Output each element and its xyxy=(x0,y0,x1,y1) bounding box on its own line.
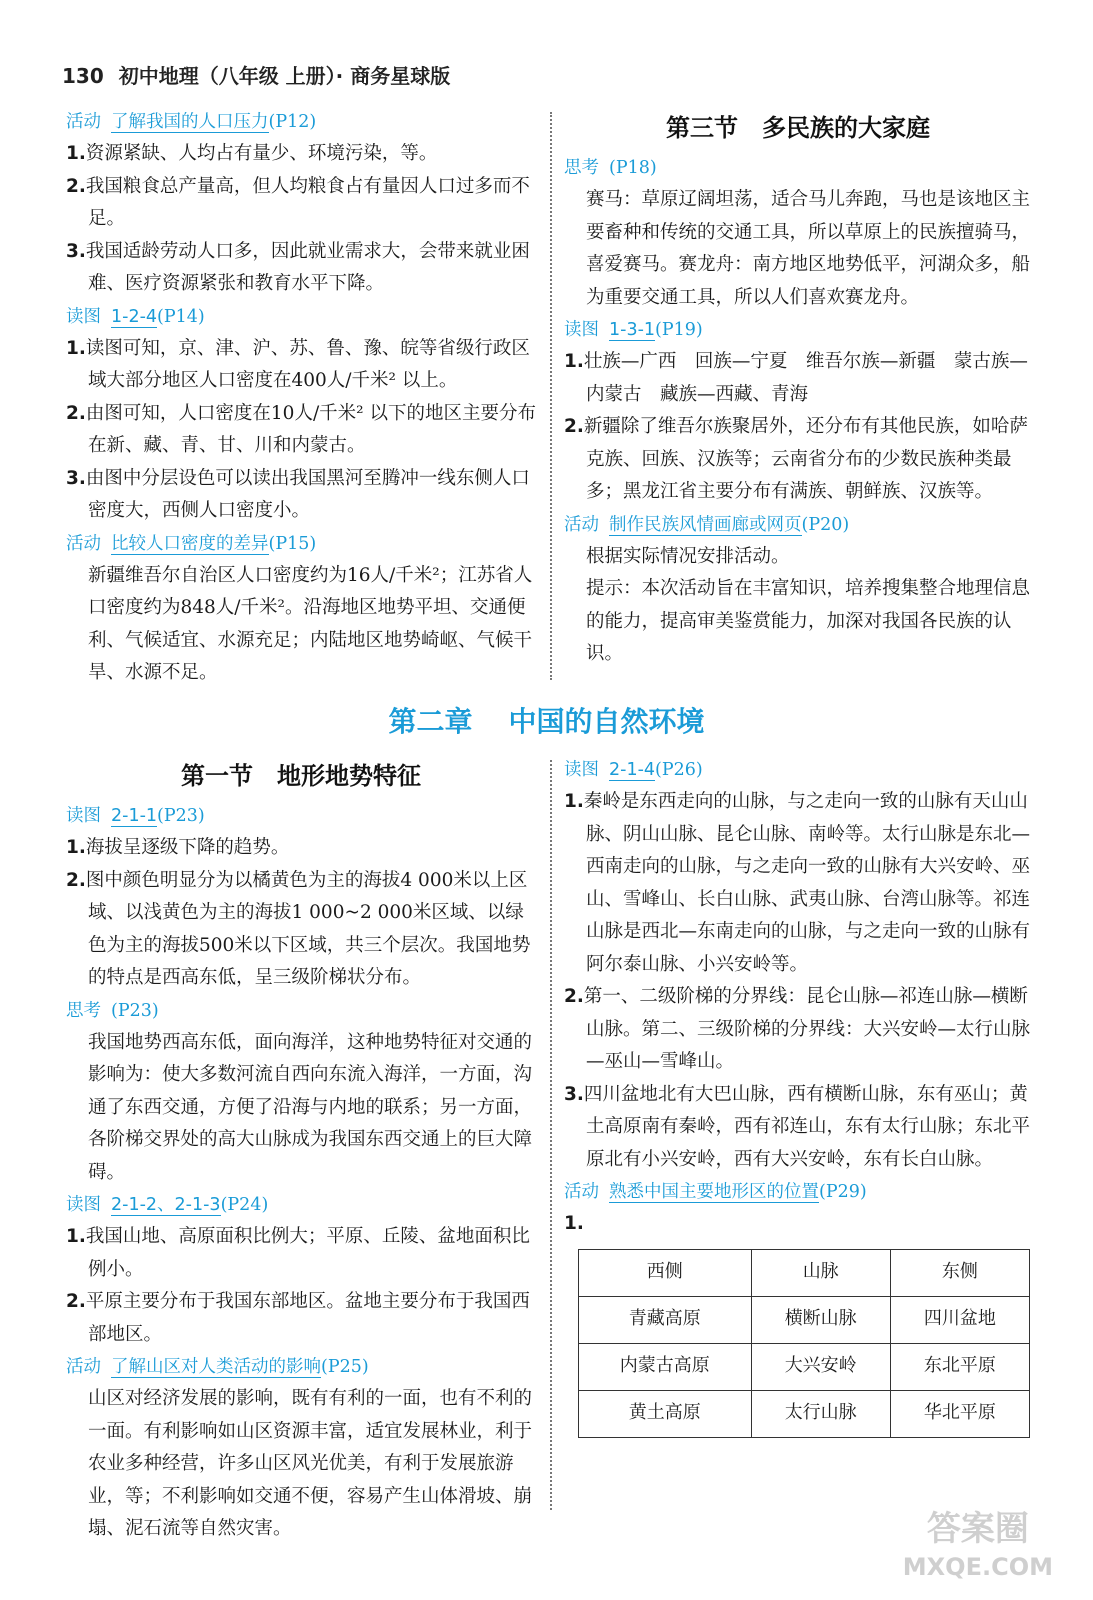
page-header xyxy=(62,60,450,89)
answer-text: 我国适龄劳动人口多，因此就业需求大，会带来就业困难、医疗资源紧张和教育水平下降。 xyxy=(85,240,530,294)
answer-number: 1. xyxy=(564,1213,584,1234)
numbered-answer xyxy=(66,171,536,236)
table-cell: 横断山脉 xyxy=(751,1296,890,1343)
heading-title: 制作民族风情画廊或网页 xyxy=(609,514,802,535)
heading-tag: 读图 xyxy=(66,1195,101,1215)
heading-page-ref: (P18) xyxy=(609,158,657,178)
heading-tag: 活动 xyxy=(66,112,101,132)
paragraph: 我国地势西高东低，面向海洋，这种地势特征对交通的影响为：使大多数河流自西向东流入海洋，一方面，沟通了东西交通，方便了沿海与内地的联系；另一方面，各阶梯交界处的高大山脉成为我国东西交通上的巨大障碍。 xyxy=(88,1031,533,1183)
numbered-answer xyxy=(564,786,1032,981)
table-row xyxy=(579,1296,1030,1343)
heading-tag: 读图 xyxy=(564,320,599,340)
heading-title: 熟悉中国主要地形区的位置 xyxy=(609,1182,819,1202)
answer-number: 2. xyxy=(564,986,584,1007)
numbered-answer xyxy=(66,398,536,463)
heading-title: 2-1-2、2-1-3 xyxy=(111,1195,221,1215)
heading-title: 1-2-4 xyxy=(111,306,158,327)
table-cell: 内蒙古高原 xyxy=(579,1343,752,1390)
book-title: 初中地理（八年级 上册）· 商务星球版 xyxy=(118,64,451,88)
paragraph: 山区对经济发展的影响，既有有利的一面，也有不利的一面。有利影响如山区资源丰富，适宜发展林业，利于农业多种经营，许多山区风光优美，有利于发展旅游业，等；不利影响如交通不便，容易产生山体滑坡、崩塌、泥石流等自然灾害。 xyxy=(88,1388,533,1539)
heading-tag: 活动 xyxy=(66,533,101,554)
answer-text: 壮族—广西 回族—宁夏 维吾尔族—新疆 蒙古族—内蒙古 藏族—西藏、青海 xyxy=(583,351,1028,405)
answer-number: 1. xyxy=(66,337,86,359)
heading-title: 了解山区对人类活动的影响 xyxy=(111,1357,321,1377)
heading-title: 2-1-1 xyxy=(111,806,158,826)
heading-page-ref: (P25) xyxy=(321,1357,369,1377)
section-heading xyxy=(66,301,536,333)
numbered-answer xyxy=(66,138,536,171)
heading-page-ref: (P14) xyxy=(157,306,205,327)
answer-number: 1. xyxy=(66,1226,86,1247)
section-heading xyxy=(564,509,1032,541)
numbered-answer xyxy=(66,333,536,398)
table-header-cell: 西侧 xyxy=(579,1249,752,1296)
answer-text: 由图可知，人口密度在10人/千米² 以下的地区主要分布在新、藏、青、甘、川和内蒙古。 xyxy=(85,402,536,456)
numbered-answer xyxy=(66,236,536,301)
chapter-title xyxy=(0,700,1093,744)
watermark-url: MXQE.COM xyxy=(902,1553,1053,1581)
answer-number: 2. xyxy=(66,402,86,424)
answer-number: 3. xyxy=(66,467,86,489)
heading-page-ref: (P29) xyxy=(819,1182,867,1202)
section-heading xyxy=(564,152,1032,184)
numbered-answer xyxy=(66,463,536,528)
answer-text: 图中颜色明显分为以橘黄色为主的海拔4 000米以上区域、以浅黄色为主的海拔1 000~2 000米区域、以绿色为主的海拔500米以下区域，共三个层次。我国地势的特点是西高东低，呈三级阶梯状分布。 xyxy=(85,869,531,988)
table-cell: 太行山脉 xyxy=(751,1390,890,1437)
left-bottom-column xyxy=(66,752,536,1546)
answer-text: 四川盆地北有大巴山脉，西有横断山脉，东有巫山；黄土高原南有秦岭，西有祁连山，东有太行山脉；东北平原北有小兴安岭，西有大兴安岭，东有长白山脉。 xyxy=(583,1083,1031,1170)
heading-tag: 活动 xyxy=(564,514,599,535)
answer-number: 1. xyxy=(564,791,584,812)
heading-tag: 读图 xyxy=(66,806,101,826)
heading-title: 比较人口密度的差异 xyxy=(111,533,269,554)
section-title: 第三节 多民族的大家庭 xyxy=(666,114,930,142)
answer-text: 第一、二级阶梯的分界线：昆仑山脉—祁连山脉—横断山脉。第二、三级阶梯的分界线：大兴安岭—太行山脉—巫山—雪峰山。 xyxy=(583,986,1031,1072)
section-heading xyxy=(564,1176,1032,1208)
table-row xyxy=(579,1390,1030,1437)
answer-number: 1. xyxy=(564,351,584,372)
table-cell: 华北平原 xyxy=(890,1390,1029,1437)
section-heading xyxy=(66,106,536,138)
table-header-cell: 东侧 xyxy=(890,1249,1029,1296)
numbered-answer xyxy=(564,346,1032,411)
table-cell: 四川盆地 xyxy=(890,1296,1029,1343)
paragraph: 根据实际情况安排活动。 xyxy=(586,545,790,567)
section-title: 第一节 地形地势特征 xyxy=(181,762,421,790)
answer-number: 2. xyxy=(66,1291,86,1312)
heading-title: 2-1-4 xyxy=(609,760,656,780)
heading-title: 1-3-1 xyxy=(609,320,656,340)
table-cell: 青藏高原 xyxy=(579,1296,752,1343)
column-divider-bottom xyxy=(550,760,552,1510)
heading-tag: 思考 xyxy=(66,1000,101,1021)
heading-page-ref: (P19) xyxy=(655,320,703,340)
answer-text: 我国山地、高原面积比例大；平原、丘陵、盆地面积比例小。 xyxy=(85,1226,530,1280)
section-heading xyxy=(66,1351,536,1383)
answer-number: 2. xyxy=(66,869,86,891)
answer-text: 资源紧缺、人均占有量少、环境污染，等。 xyxy=(85,143,438,164)
answer-text: 海拔呈逐级下降的趋势。 xyxy=(85,837,290,858)
page-number: 130 xyxy=(62,64,104,88)
heading-page-ref: (P20) xyxy=(801,514,850,535)
heading-tag: 思考 xyxy=(564,158,599,178)
numbered-answer xyxy=(564,411,1032,509)
heading-title: 了解我国的人口压力 xyxy=(111,112,269,132)
answer-number: 3. xyxy=(66,240,86,262)
answer-number: 1. xyxy=(66,837,86,858)
heading-page-ref: (P15) xyxy=(268,533,317,554)
paragraph: 新疆维吾尔自治区人口密度约为16人/千米²；江苏省人口密度约为848人/千米²。沿海地区地势平坦、交通便利、气候适宜、水源充足；内陆地区地势崎岖、气候干旱、水源不足。 xyxy=(88,564,533,683)
right-top-column xyxy=(564,104,1032,671)
table-cell: 大兴安岭 xyxy=(751,1343,890,1390)
paragraph: 赛马：草原辽阔坦荡，适合马儿奔跑，马也是该地区主要畜种和传统的交通工具，所以草原上的民族擅骑马，喜爱赛马。赛龙舟：南方地区地势低平，河湖众多，船为重要交通工具，所以人们喜欢赛龙舟。 xyxy=(586,189,1031,308)
heading-tag: 活动 xyxy=(564,1182,599,1202)
landform-table xyxy=(578,1249,1030,1438)
answer-number: 2. xyxy=(66,175,86,197)
numbered-answer xyxy=(564,1208,1032,1241)
answer-number: 3. xyxy=(564,1083,584,1105)
watermark-logo xyxy=(903,1510,1053,1586)
chapter-number: 第二章 xyxy=(388,705,473,738)
section-heading xyxy=(66,1189,536,1221)
section-heading xyxy=(66,528,536,560)
left-top-column xyxy=(66,106,536,690)
answer-number: 1. xyxy=(66,143,86,164)
table-row xyxy=(579,1343,1030,1390)
right-bottom-column xyxy=(564,754,1032,1438)
numbered-answer xyxy=(66,865,536,995)
table-cell: 东北平原 xyxy=(890,1343,1029,1390)
paragraph: 提示：本次活动旨在丰富知识，培养搜集整合地理信息的能力，提高审美鉴赏能力，加深对我国各民族的认识。 xyxy=(586,578,1031,664)
heading-tag: 活动 xyxy=(66,1357,101,1377)
numbered-answer xyxy=(66,832,536,865)
table-header-cell: 山脉 xyxy=(751,1249,890,1296)
column-divider-top xyxy=(550,112,552,680)
heading-page-ref: (P23) xyxy=(157,806,205,826)
heading-page-ref: (P12) xyxy=(268,112,317,132)
numbered-answer xyxy=(564,1079,1032,1177)
heading-page-ref: (P26) xyxy=(655,760,703,780)
answer-number: 2. xyxy=(564,416,584,437)
answer-text: 平原主要分布于我国东部地区。盆地主要分布于我国西部地区。 xyxy=(85,1291,530,1345)
chapter-name: 中国的自然环境 xyxy=(508,705,705,738)
section-heading xyxy=(66,995,536,1027)
section-heading xyxy=(564,754,1032,786)
heading-page-ref: (P23) xyxy=(111,1000,159,1021)
watermark-text: 答案圈 xyxy=(926,1509,1029,1549)
heading-page-ref: (P24) xyxy=(220,1195,269,1215)
answer-text: 秦岭是东西走向的山脉，与之走向一致的山脉有天山山脉、阴山山脉、昆仑山脉、南岭等。太行山脉是东北—西南走向的山脉，与之走向一致的山脉有大兴安岭、巫山、雪峰山、长白山脉、武夷山脉、台湾山脉等。祁连山脉是西北—东南走向的山脉，与之走向一致的山脉有阿尔泰山脉、小兴安岭等。 xyxy=(583,791,1031,975)
heading-tag: 读图 xyxy=(66,306,101,327)
answer-text: 由图中分层设色可以读出我国黑河至腾冲一线东侧人口密度大，西侧人口密度小。 xyxy=(85,467,530,521)
numbered-answer xyxy=(66,1221,536,1286)
numbered-answer xyxy=(564,981,1032,1079)
section-heading xyxy=(66,800,536,832)
section-heading xyxy=(564,314,1032,346)
answer-text: 读图可知，京、津、沪、苏、鲁、豫、皖等省级行政区域大部分地区人口密度在400人/千米² 以上。 xyxy=(85,337,530,391)
numbered-answer xyxy=(66,1286,536,1351)
answer-text: 新疆除了维吾尔族聚居外，还分布有其他民族，如哈萨克族、回族、汉族等；云南省分布的少数民族种类最多；黑龙江省主要分布有满族、朝鲜族、汉族等。 xyxy=(583,416,1028,502)
heading-tag: 读图 xyxy=(564,760,599,780)
answer-text: 我国粮食总产量高，但人均粮食占有量因人口过多而不足。 xyxy=(85,175,530,229)
table-header-row xyxy=(579,1249,1030,1296)
table-cell: 黄土高原 xyxy=(579,1390,752,1437)
